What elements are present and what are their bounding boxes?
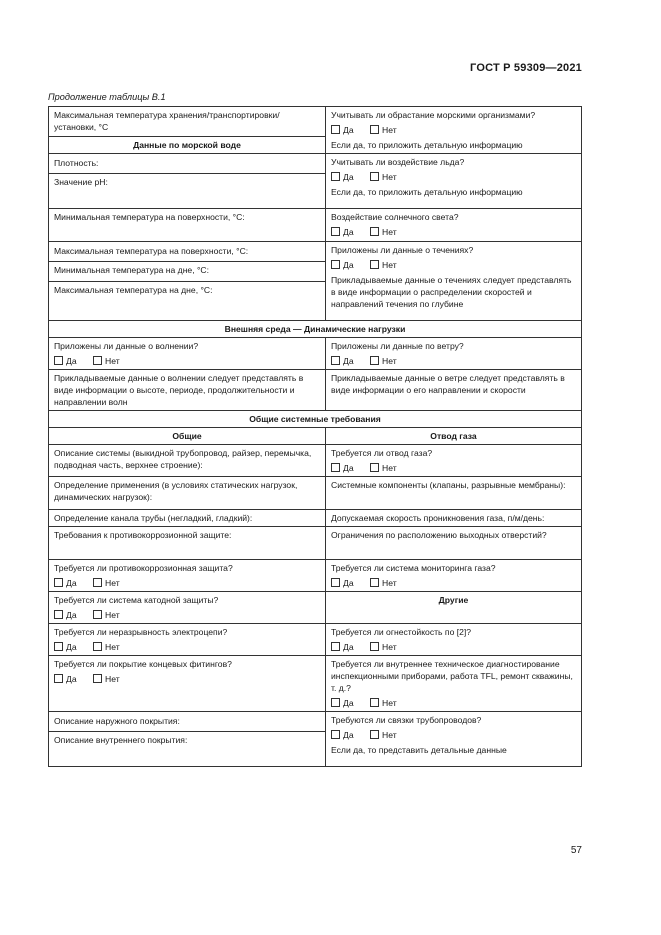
cell-end-fitting-coating [49, 656, 326, 712]
column-general-title: Общие [172, 431, 202, 441]
no-label: Нет [382, 260, 397, 270]
cell-waves-note [49, 370, 326, 411]
label-min-surface: Минимальная температура на поверхности, °С: [54, 212, 245, 222]
cell-bore [49, 510, 326, 527]
label-currents: Приложены ли данные о течениях? [331, 245, 474, 255]
cell-wind [326, 338, 582, 370]
label-max-bottom: Максимальная температура на дне, °С: [49, 281, 325, 320]
cell-gas-monitoring [326, 560, 582, 592]
checkbox-no[interactable] [370, 698, 379, 707]
table-caption: Продолжение таблицы В.1 [48, 92, 166, 102]
cell-gas-vent [326, 445, 582, 477]
label-corrosion-requirements: Требования к противокоррозионной защите: [54, 530, 232, 540]
cell-gas-rate [326, 510, 582, 527]
page-number: 57 [570, 845, 582, 856]
choice-end-fitting-coating [54, 673, 320, 685]
choice-gas-vent [331, 462, 576, 474]
checkbox-yes[interactable] [331, 730, 340, 739]
checkbox-no[interactable] [93, 642, 102, 651]
checkbox-no[interactable] [370, 642, 379, 651]
label-max-surface: Максимальная температура на поверхности, °С: [54, 246, 249, 256]
no-label: Нет [382, 730, 397, 740]
cell-min-surface [49, 209, 326, 242]
label-biofouling: Учитывать ли обрастание морскими организмами? [331, 110, 536, 120]
yes-label: Да [343, 172, 354, 182]
cell-temperatures [49, 242, 326, 321]
column-gas-venting [326, 428, 582, 445]
cell-storage-temp [49, 107, 326, 137]
yes-label: Да [343, 125, 354, 135]
note-bundles: Если да, то представить детальные данные [331, 745, 507, 755]
label-gas-monitoring: Требуется ли система мониторинга газа? [331, 563, 496, 573]
yes-label: Да [343, 356, 354, 366]
yes-label: Да [343, 227, 354, 237]
label-wind: Приложены ли данные по ветру? [331, 341, 464, 351]
checkbox-yes[interactable] [331, 125, 340, 134]
checkbox-no[interactable] [370, 260, 379, 269]
label-internal-inspection: Требуется ли внутреннее техническое диагностирование инспекционными приборами, работа TFL, ремонт скважины, т. д.? [331, 659, 573, 693]
note-waves: Прикладываемые данные о волнении следует представлять в виде информации о высоте, периоде, продолжительности и направлении волн [54, 373, 304, 407]
label-bore: Определение канала трубы (негладкий, гладкий): [54, 513, 253, 523]
choice-fire-resistance [331, 641, 576, 653]
choice-electrical-continuity [54, 641, 320, 653]
document-id: ГОСТ Р 59309—2021 [470, 62, 582, 74]
label-ice: Учитывать ли воздействие льда? [331, 157, 465, 167]
checkbox-no[interactable] [370, 172, 379, 181]
no-label: Нет [105, 610, 120, 620]
no-label: Нет [382, 172, 397, 182]
choice-bundles [331, 729, 576, 741]
label-waves: Приложены ли данные о волнении? [54, 341, 199, 351]
column-gas-venting-title: Отвод газа [430, 431, 477, 441]
checkbox-yes[interactable] [331, 463, 340, 472]
checkbox-no[interactable] [370, 125, 379, 134]
yes-label: Да [343, 463, 354, 473]
checkbox-no[interactable] [370, 227, 379, 236]
yes-label: Да [66, 356, 77, 366]
checkbox-no[interactable] [93, 610, 102, 619]
note-wind: Прикладываемые данные о ветре следует представлять в виде информации о его направлении и скорости [331, 373, 565, 395]
section-general-requirements [49, 411, 582, 428]
label-gas-rate: Допускаемая скорость проникновения газа, п/м/день: [331, 513, 545, 523]
cell-density-ph [49, 154, 326, 209]
cell-corrosion-requirements [49, 527, 326, 560]
checkbox-yes[interactable] [331, 260, 340, 269]
cell-bundles [326, 712, 582, 767]
yes-label: Да [343, 642, 354, 652]
section-dynamic-loads [49, 321, 582, 338]
section-sea-water [49, 136, 326, 153]
checkbox-no[interactable] [370, 463, 379, 472]
no-label: Нет [382, 463, 397, 473]
label-corrosion-protection: Требуется ли противокоррозионная защита? [54, 563, 233, 573]
cell-application [49, 477, 326, 510]
checkbox-no[interactable] [370, 730, 379, 739]
cell-outlet-limits [326, 527, 582, 560]
label-electrical-continuity: Требуется ли неразрывность электроцепи? [54, 627, 228, 637]
label-fire-resistance: Требуется ли огнестойкость по [2]? [331, 627, 472, 637]
choice-wind [331, 355, 576, 367]
no-label: Нет [105, 578, 120, 588]
label-end-fitting-coating: Требуется ли покрытие концевых фитингов? [54, 659, 232, 669]
yes-label: Да [343, 578, 354, 588]
label-min-bottom: Минимальная температура на дне, °С: [49, 261, 325, 281]
choice-biofouling [331, 124, 576, 136]
label-system-description: Описание системы (выкидной трубопровод, райзер, перемычка, подводная часть, верхнее строение): [54, 448, 312, 470]
label-outlet-limits: Ограничения по расположению выходных отверстий? [331, 530, 547, 540]
choice-internal-inspection [331, 697, 576, 709]
no-label: Нет [382, 698, 397, 708]
no-label: Нет [105, 642, 120, 652]
column-general [49, 428, 326, 445]
section-sea-water-title: Данные по морской воде [133, 139, 241, 150]
yes-label: Да [343, 730, 354, 740]
yes-label: Да [343, 698, 354, 708]
label-sunlight: Воздействие солнечного света? [331, 212, 459, 222]
cell-sunlight [326, 209, 582, 242]
label-density: Плотность: [54, 158, 99, 168]
yes-label: Да [66, 674, 77, 684]
label-inner-coating: Описание внутреннего покрытия: [49, 731, 325, 766]
choice-waves [54, 355, 320, 367]
yes-label: Да [343, 260, 354, 270]
cell-fire-resistance [326, 624, 582, 656]
note-currents: Прикладываемые данные о течениях следует представлять в виде информации о распределении скоростей и направлений течения по глубине [331, 275, 572, 309]
choice-ice [331, 171, 576, 183]
checkbox-yes[interactable] [331, 642, 340, 651]
no-label: Нет [105, 674, 120, 684]
label-storage-temp: Максимальная температура хранения/транспортировки/установки, °С [54, 110, 280, 132]
checkbox-yes[interactable] [54, 578, 63, 587]
label-cathodic-protection: Требуется ли система катодной защиты? [54, 595, 219, 605]
label-system-components: Системные компоненты (клапаны, разрывные мембраны): [331, 480, 566, 490]
checkbox-no[interactable] [93, 356, 102, 365]
requirements-table [48, 106, 582, 767]
yes-label: Да [66, 642, 77, 652]
choice-gas-monitoring [331, 577, 576, 589]
cell-internal-inspection [326, 656, 582, 712]
note-biofouling: Если да, то приложить детальную информацию [331, 140, 523, 150]
choice-corrosion-protection [54, 577, 320, 589]
checkbox-yes[interactable] [331, 227, 340, 236]
section-dynamic-loads-title: Внешняя среда — Динамические нагрузки [224, 324, 406, 334]
no-label: Нет [382, 356, 397, 366]
checkbox-yes[interactable] [54, 610, 63, 619]
label-outer-coating: Описание наружного покрытия: [54, 716, 180, 726]
cell-cathodic-protection [49, 592, 326, 624]
cell-system-description [49, 445, 326, 477]
no-label: Нет [105, 356, 120, 366]
checkbox-no[interactable] [93, 674, 102, 683]
column-other-title: Другие [438, 595, 469, 605]
no-label: Нет [382, 227, 397, 237]
label-ph: Значение pH: [49, 173, 325, 208]
label-bundles: Требуются ли связки трубопроводов? [331, 715, 482, 725]
no-label: Нет [382, 125, 397, 135]
no-label: Нет [382, 578, 397, 588]
yes-label: Да [66, 578, 77, 588]
checkbox-yes[interactable] [331, 698, 340, 707]
cell-corrosion-protection [49, 560, 326, 592]
checkbox-yes[interactable] [54, 674, 63, 683]
yes-label: Да [66, 610, 77, 620]
label-gas-vent: Требуется ли отвод газа? [331, 448, 433, 458]
cell-waves [49, 338, 326, 370]
cell-wind-note [326, 370, 582, 411]
choice-cathodic-protection [54, 609, 320, 621]
column-other [326, 592, 582, 624]
choice-sunlight [331, 226, 576, 238]
checkbox-no[interactable] [370, 578, 379, 587]
cell-system-components [326, 477, 582, 510]
cell-ice [326, 154, 582, 209]
label-application: Определение применения (в условиях статических нагрузок, динамических нагрузок): [54, 480, 298, 502]
cell-coatings [49, 712, 326, 767]
cell-biofouling [326, 107, 582, 154]
no-label: Нет [382, 642, 397, 652]
cell-currents [326, 242, 582, 321]
choice-currents [331, 259, 576, 271]
checkbox-yes[interactable] [331, 356, 340, 365]
checkbox-yes[interactable] [331, 172, 340, 181]
checkbox-yes[interactable] [54, 356, 63, 365]
note-ice: Если да, то приложить детальную информацию [331, 187, 523, 197]
checkbox-no[interactable] [370, 356, 379, 365]
checkbox-yes[interactable] [54, 642, 63, 651]
section-general-requirements-title: Общие системные требования [249, 414, 381, 424]
checkbox-yes[interactable] [331, 578, 340, 587]
checkbox-no[interactable] [93, 578, 102, 587]
cell-electrical-continuity [49, 624, 326, 656]
